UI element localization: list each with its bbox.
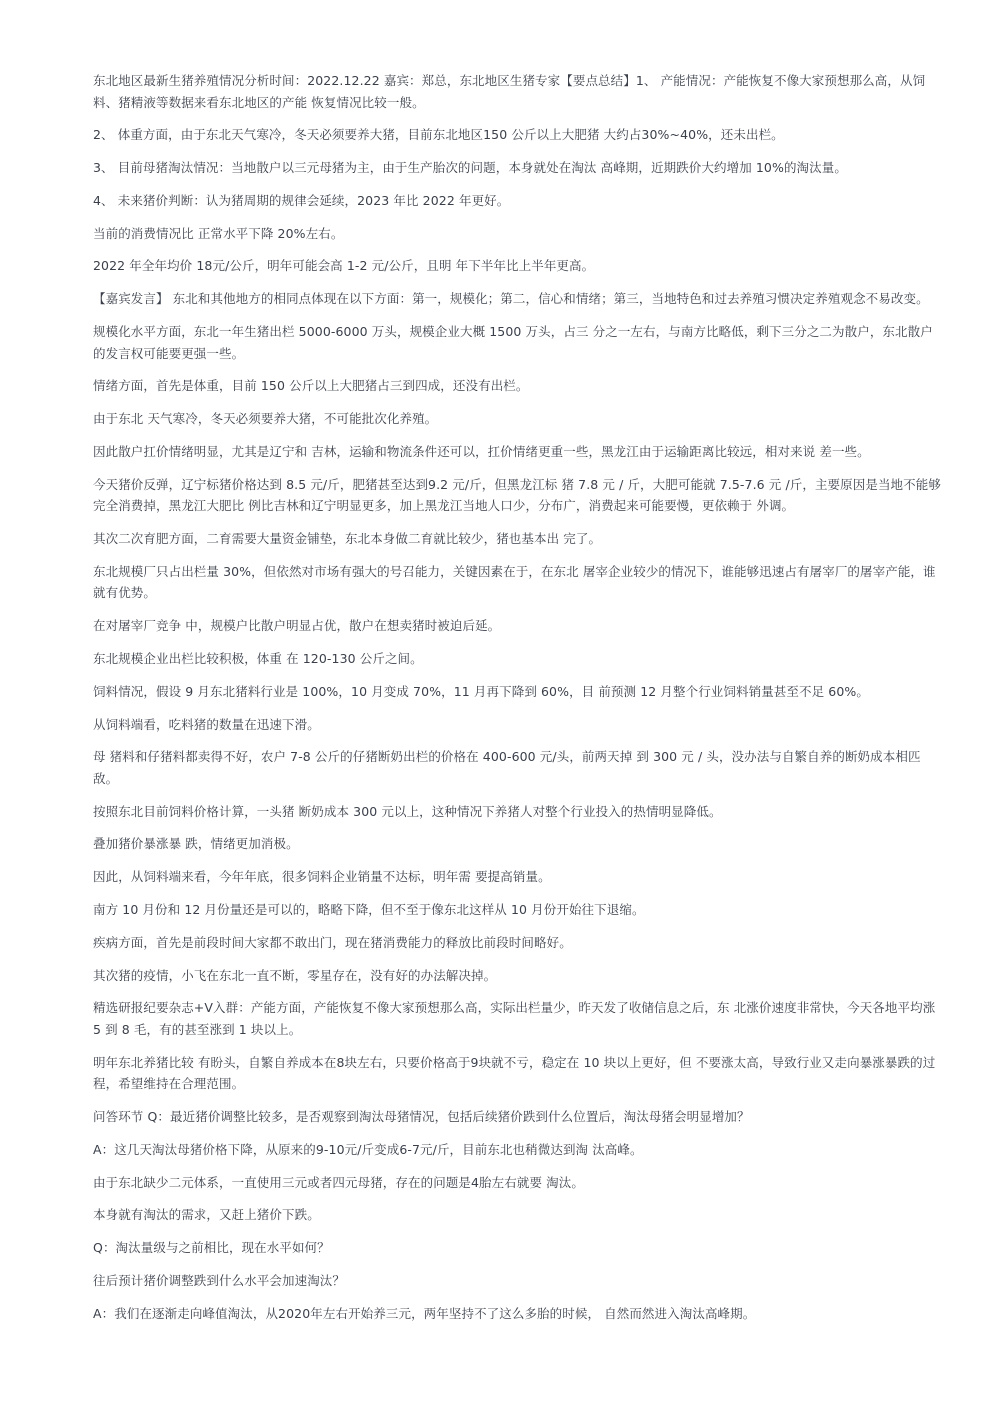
paragraph: 疾病方面，首先是前段时间大家都不敢出门，现在猪消费能力的释放比前段时间略好。 xyxy=(93,934,572,950)
paragraph: 今天猪价反弹，辽宁标猪价格达到 8.5 元/斤，肥猪甚至达到9.2 元/斤，但黑龙江标 猪 7.8 元 / 斤，大肥可能就 7.5-7.6 元 /斤，主要原因是当地不能够完全消费掉，黑龙江大肥比 例比吉林和辽宁明显更多，加上黑龙江当地人口少，分布广，消费起来可能要慢，更依赖于 外调。 xyxy=(93,476,941,514)
paragraph: A：这几天淘汰母猪价格下降，从原来的9-10元/斤变成6-7元/斤，目前东北也稍微达到淘 汰高峰。 xyxy=(93,1141,643,1157)
paragraph: 由于东北缺少二元体系，一直使用三元或者四元母猪，存在的问题是4胎左右就要 淘汰。 xyxy=(93,1174,584,1190)
paragraph: 情绪方面，首先是体重，目前 150 公斤以上大肥猪占三到四成，还没有出栏。 xyxy=(93,378,529,394)
paragraph: 当前的消费情况比 正常水平下降 20%左右。 xyxy=(93,225,344,241)
paragraph: 在对屠宰厂竞争 中，规模户比散户明显占优，散户在想卖猪时被迫后延。 xyxy=(93,618,501,634)
paragraph: 4、 未来猪价判断：认为猪周期的规律会延续，2023 年比 2022 年更好。 xyxy=(93,192,510,208)
paragraph: 其次猪的疫情，小飞在东北一直不断，零星存在，没有好的办法解决掉。 xyxy=(93,967,497,983)
paragraph: 东北规模企业出栏比较积极，体重 在 120-130 公斤之间。 xyxy=(93,650,423,666)
paragraph: 母 猪料和仔猪料都卖得不好，农户 7-8 公斤的仔猪断奶出栏的价格在 400-600 元/头，前两天掉 到 300 元 / 头，没办法与自繁自养的断奶成本相匹敌。 xyxy=(93,749,921,786)
paragraph: 3、 目前母猪淘汰情况：当地散户以三元母猪为主，由于生产胎次的问题，本身就处在淘汰 高峰期，近期跌价大约增加 10%的淘汰量。 xyxy=(93,160,847,176)
paragraph: 叠加猪价暴涨暴 跌，情绪更加消极。 xyxy=(93,836,299,852)
paragraph: 南方 10 月份和 12 月份量还是可以的，略略下降，但不至于像东北这样从 10 月份开始往下退缩。 xyxy=(93,902,645,918)
paragraph: 精选研报纪要杂志+V入群：产能方面，产能恢复不像大家预想那么高，实际出栏量少，昨天发了收储信息之后，东 北涨价速度非常快，今天各地平均涨 5 到 8 毛，有的甚至涨到 1 块以上。 xyxy=(93,1000,936,1037)
document-body xyxy=(93,70,943,1336)
paragraph: Q：淘汰量级与之前相比，现在水平如何？ xyxy=(93,1240,330,1256)
paragraph: 东北规模厂只占出栏量 30%，但依然对市场有强大的号召能力，关键因素在于，在东北 屠宰企业较少的情况下，谁能够迅速占有屠宰厂的屠宰产能，谁就有优势。 xyxy=(93,563,936,601)
paragraph: A：我们在逐渐走向峰值淘汰，从2020年左右开始养三元，两年坚持不了这么多胎的时候， 自然而然进入淘汰高峰期。 xyxy=(93,1305,756,1321)
paragraph: 2、 体重方面，由于东北天气寒冷，冬天必须要养大猪，目前东北地区150 公斤以上大肥猪 大约占30%~40%，还未出栏。 xyxy=(93,127,784,143)
paragraph: 东北地区最新生猪养殖情况分析时间：2022.12.22 嘉宾：郑总，东北地区生猪专家【要点总结】1、 产能情况：产能恢复不像大家预想那么高，从饲料、猪精液等数据来看东北地区的产能 恢复情况比较一般。 xyxy=(93,73,926,110)
paragraph: 本身就有淘汰的需求，又赶上猪价下跌。 xyxy=(93,1207,320,1223)
paragraph: 明年东北养猪比较 有盼头，自繁自养成本在8块左右，只要价格高于9块就不亏，稳定在 10 块以上更好，但 不要涨太高，导致行业又走向暴涨暴跌的过程，希望维持在合理范围。 xyxy=(93,1054,936,1092)
paragraph: 饲料情况，假设 9 月东北猪料行业是 100%，10 月变成 70%，11 月再下降到 60%，目 前预测 12 月整个行业饲料销量甚至不足 60%。 xyxy=(93,683,869,699)
paragraph: 2022 年全年均价 18元/公斤，明年可能会高 1-2 元/公斤，且明 年下半年比上半年更高。 xyxy=(93,258,595,274)
paragraph: 因此散户扛价情绪明显，尤其是辽宁和 吉林，运输和物流条件还可以，扛价情绪更重一些，黑龙江由于运输距离比较远，相对来说 差一些。 xyxy=(93,443,870,459)
paragraph: 问答环节 Q：最近猪价调整比较多，是否观察到淘汰母猪情况，包括后续猪价跌到什么位置后，淘汰母猪会明显增加？ xyxy=(93,1109,750,1125)
paragraph: 从饲料端看，吃料猪的数量在迅速下滑。 xyxy=(93,716,320,732)
paragraph: 【嘉宾发言】 东北和其他地方的相同点体现在以下方面：第一，规模化；第二，信心和情绪；第三，当地特色和过去养殖习惯决定养殖观念不易改变。 xyxy=(93,291,929,307)
paragraph: 因此，从饲料端来看，今年年底，很多饲料企业销量不达标，明年需 要提高销量。 xyxy=(93,869,551,885)
paragraph: 由于东北 天气寒冷，冬天必须要养大猪，不可能批次化养殖。 xyxy=(93,411,438,427)
paragraph: 往后预计猪价调整跌到什么水平会加速淘汰？ xyxy=(93,1273,346,1288)
paragraph: 规模化水平方面，东北一年生猪出栏 5000-6000 万头，规模企业大概 1500 万头，占三 分之一左右，与南方比略低，剩下三分之二为散户，东北散户的发言权可能要更强一些。 xyxy=(93,324,933,361)
paragraph: 其次二次育肥方面，二育需要大量资金铺垫，东北本身做二育就比较少，猪也基本出 完了。 xyxy=(93,531,602,547)
paragraph: 按照东北目前饲料价格计算，一头猪 断奶成本 300 元以上，这种情况下养猪人对整个行业投入的热情明显降低。 xyxy=(93,803,722,819)
